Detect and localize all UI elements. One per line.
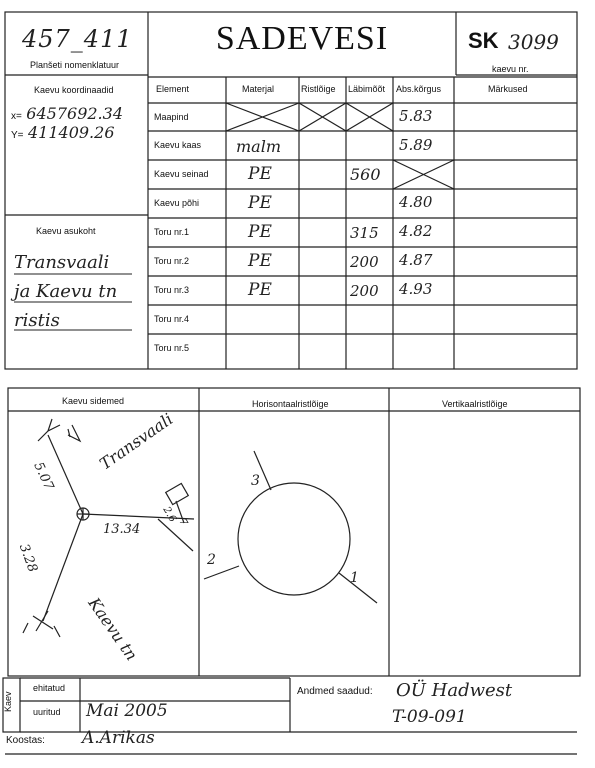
well-number-value: 3099 [508, 30, 559, 54]
row-material: PE [248, 251, 272, 271]
built-label: ehitatud [33, 683, 66, 693]
sketch-distance-3: 3.28 [15, 542, 40, 575]
y-prefix: Y= [11, 130, 24, 141]
header-diameter: Läbimõõt [348, 84, 386, 94]
row-abs-height: 5.89 [399, 136, 433, 154]
row-element: Kaevu seinad [154, 169, 209, 179]
data-source-label: Andmed saadud: [297, 686, 373, 697]
well-circle-icon [238, 483, 350, 595]
pipe-3-label: 3 [251, 473, 260, 489]
row-material: PE [248, 193, 272, 213]
row-diameter: 560 [350, 165, 381, 184]
row-element: Toru nr.2 [154, 256, 190, 266]
row-abs-height: 4.80 [399, 193, 433, 211]
y-value: 411409.26 [27, 123, 115, 142]
row-diameter: 200 [350, 253, 379, 271]
row-abs-height: 4.82 [399, 222, 433, 240]
coordinates-heading: Kaevu koordinaadid [34, 85, 114, 95]
well-number-label: kaevu nr. [492, 64, 529, 74]
surveyed-value: Mai 2005 [86, 701, 168, 721]
surveyed-label: uuritud [33, 707, 61, 717]
location-line-1: Transvaali [14, 252, 110, 273]
row-element: Kaevu kaas [154, 140, 202, 150]
sketch-street-kaevu: Kaevu tn [84, 594, 142, 664]
header-material: Materjal [242, 84, 275, 94]
links-heading: Kaevu sidemed [62, 396, 125, 406]
sketch-street-transvaali: Transvaali [96, 409, 177, 474]
sketch-distance-4: 2.6 [160, 505, 178, 525]
author-label: Koostas: [6, 735, 45, 746]
row-diameter: 315 [350, 224, 379, 242]
well-prefix: SK [468, 28, 499, 53]
author-value: A.Arikas [82, 728, 155, 748]
header-cross-section: Ristlõige [301, 84, 336, 94]
data-source-value-1: OÜ Hadwest [396, 680, 513, 701]
header-abs-height: Abs.kõrgus [396, 84, 442, 94]
data-source-value-2: T-09-091 [392, 707, 467, 727]
row-element: Toru nr.1 [154, 227, 190, 237]
header-notes: Märkused [488, 84, 528, 94]
row-material: PE [248, 164, 272, 184]
row-abs-height: 4.93 [399, 280, 433, 298]
location-line-2: ja Kaevu tn [14, 281, 118, 302]
horizontal-section-heading: Horisontaalristlõige [252, 399, 329, 409]
row-element: Toru nr.3 [154, 285, 190, 295]
y-coordinate [11, 123, 115, 143]
row-element: Kaevu põhi [154, 198, 200, 208]
sheet-number-label: Planšeti nomenklatuur [30, 60, 120, 70]
row-diameter: 200 [350, 282, 379, 300]
pipe-1-label: 1 [350, 570, 359, 586]
page-title: SADEVESI [215, 20, 389, 57]
row-element: Toru nr.4 [154, 314, 190, 324]
header-element: Element [156, 84, 190, 94]
vertical-section-heading: Vertikaalristlõige [442, 399, 508, 409]
footer-side-label: Kaev [3, 691, 13, 712]
row-element: Maapind [154, 112, 189, 122]
row-material: malm [236, 137, 281, 156]
location-line-3: ristis [14, 310, 60, 331]
row-abs-height: 4.87 [399, 251, 433, 269]
location-heading: Kaevu asukoht [36, 226, 96, 236]
row-material: PE [248, 280, 272, 300]
x-value: 6457692.34 [26, 104, 123, 123]
row-abs-height: 5.83 [399, 107, 433, 125]
x-prefix: x= [11, 111, 22, 122]
row-material: PE [248, 222, 272, 242]
sketch-distance-2: 13.34 [103, 522, 141, 537]
sketch-distance-5: 7 [176, 517, 190, 529]
horizontal-section-drawing [199, 411, 389, 679]
sketch-distance-1: 5.07 [30, 460, 57, 493]
links-sketch [8, 411, 198, 679]
row-element: Toru nr.5 [154, 343, 190, 353]
x-coordinate [11, 104, 123, 124]
pipe-2-label: 2 [207, 552, 216, 568]
sheet-number-value: 457_411 [22, 25, 133, 53]
